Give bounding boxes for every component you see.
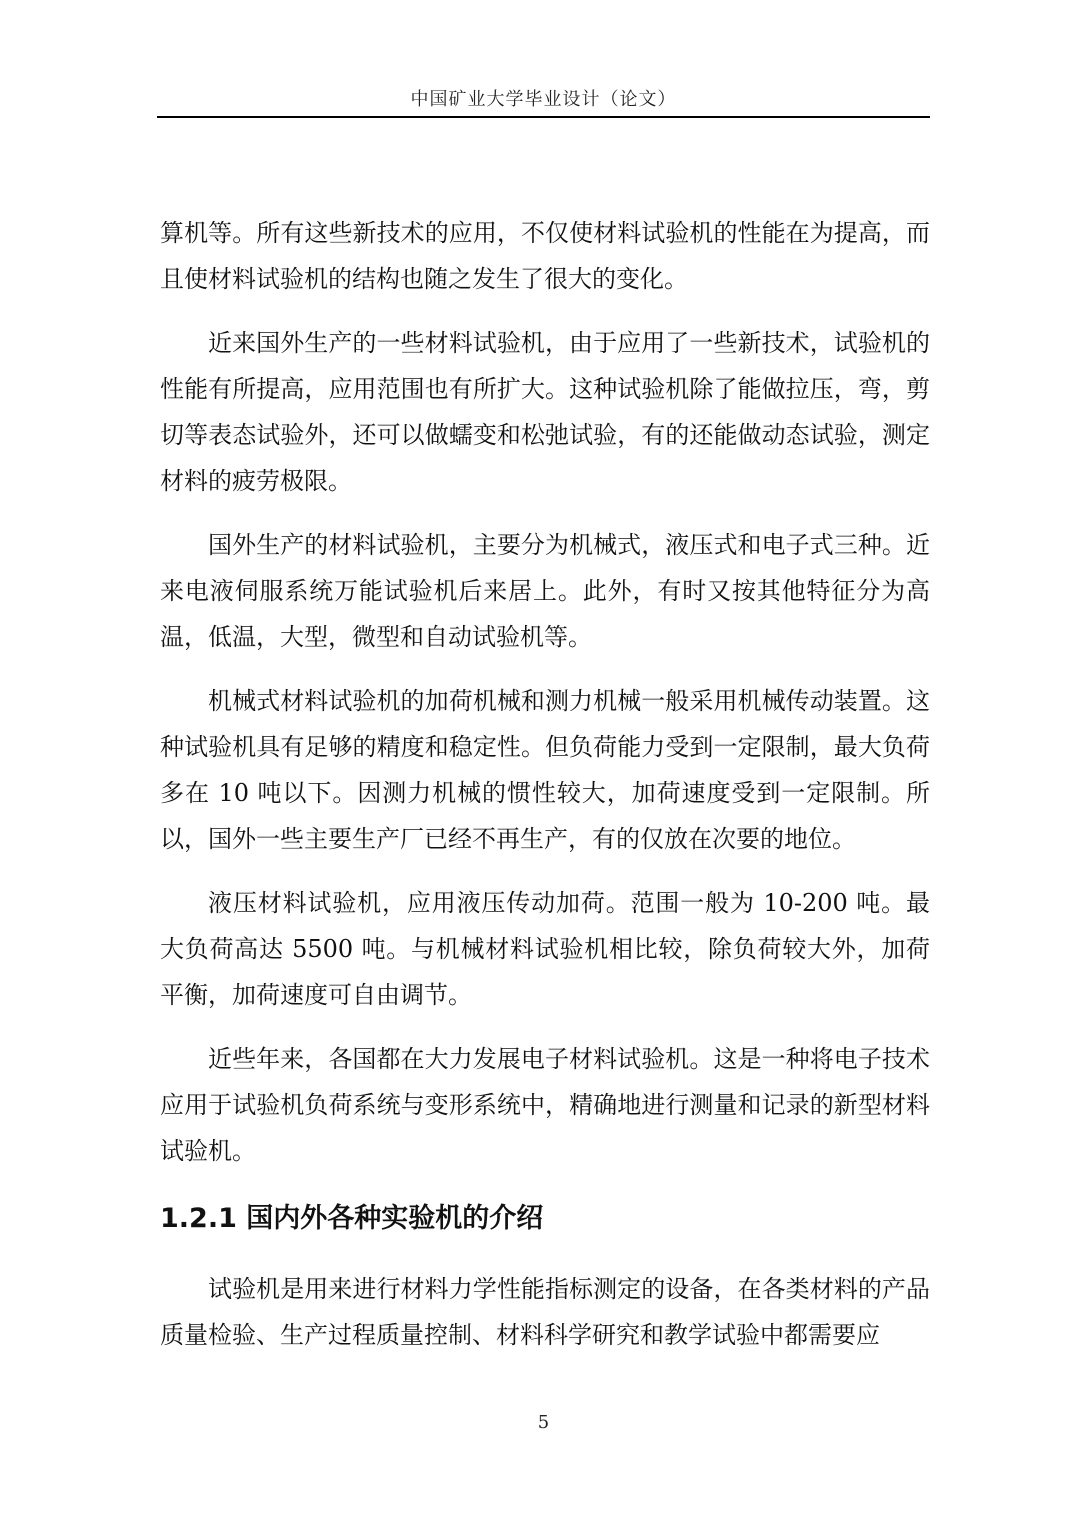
paragraph: 试验机是用来进行材料力学性能指标测定的设备，在各类材料的产品质量检验、生产过程质量控制、材料科学研究和教学试验中都需要应 [160,1275,930,1349]
page-number: 5 [537,1412,550,1433]
paragraph: 近些年来，各国都在大力发展电子材料试验机。这是一种将电子技术应用于试验机负荷系统与变形系统中，精确地进行测量和记录的新型材料试验机。 [160,1045,930,1165]
paragraph: 机械式材料试验机的加荷机械和测力机械一般采用机械传动装置。这种试验机具有足够的精度和稳定性。但负荷能力受到一定限制，最大负荷多在 10 吨以下。因测力机械的惯性较大，加荷速度受到一定限制。所以，国外一些主要生产厂已经不再生产，有的仅放在次要的地位。 [160,687,930,853]
paragraph: 液压材料试验机，应用液压传动加荷。范围一般为 10-200 吨。最大负荷高达 5500 吨。与机械材料试验机相比较，除负荷较大外，加荷平衡，加荷速度可自由调节。 [160,889,930,1009]
section-heading: 1.2.1 国内外各种实验机的介绍 [160,1203,544,1234]
paragraph-continuation: 算机等。所有这些新技术的应用，不仅使材料试验机的性能在为提高，而且使材料试验机的结构也随之发生了很大的变化。 [160,219,930,293]
page-header: 中国矿业大学毕业设计（论文） [410,89,677,110]
paragraph: 近来国外生产的一些材料试验机，由于应用了一些新技术，试验机的性能有所提高，应用范围也有所扩大。这种试验机除了能做拉压，弯，剪切等表态试验外，还可以做蠕变和松弛试验，有的还能做动态试验，测定材料的疲劳极限。 [160,329,930,495]
paragraph: 国外生产的材料试验机，主要分为机械式，液压式和电子式三种。近来电液伺服系统万能试验机后来居上。此外，有时又按其他特征分为高温，低温，大型，微型和自动试验机等。 [160,531,930,651]
header-divider [157,116,930,118]
document-body [160,210,930,1376]
